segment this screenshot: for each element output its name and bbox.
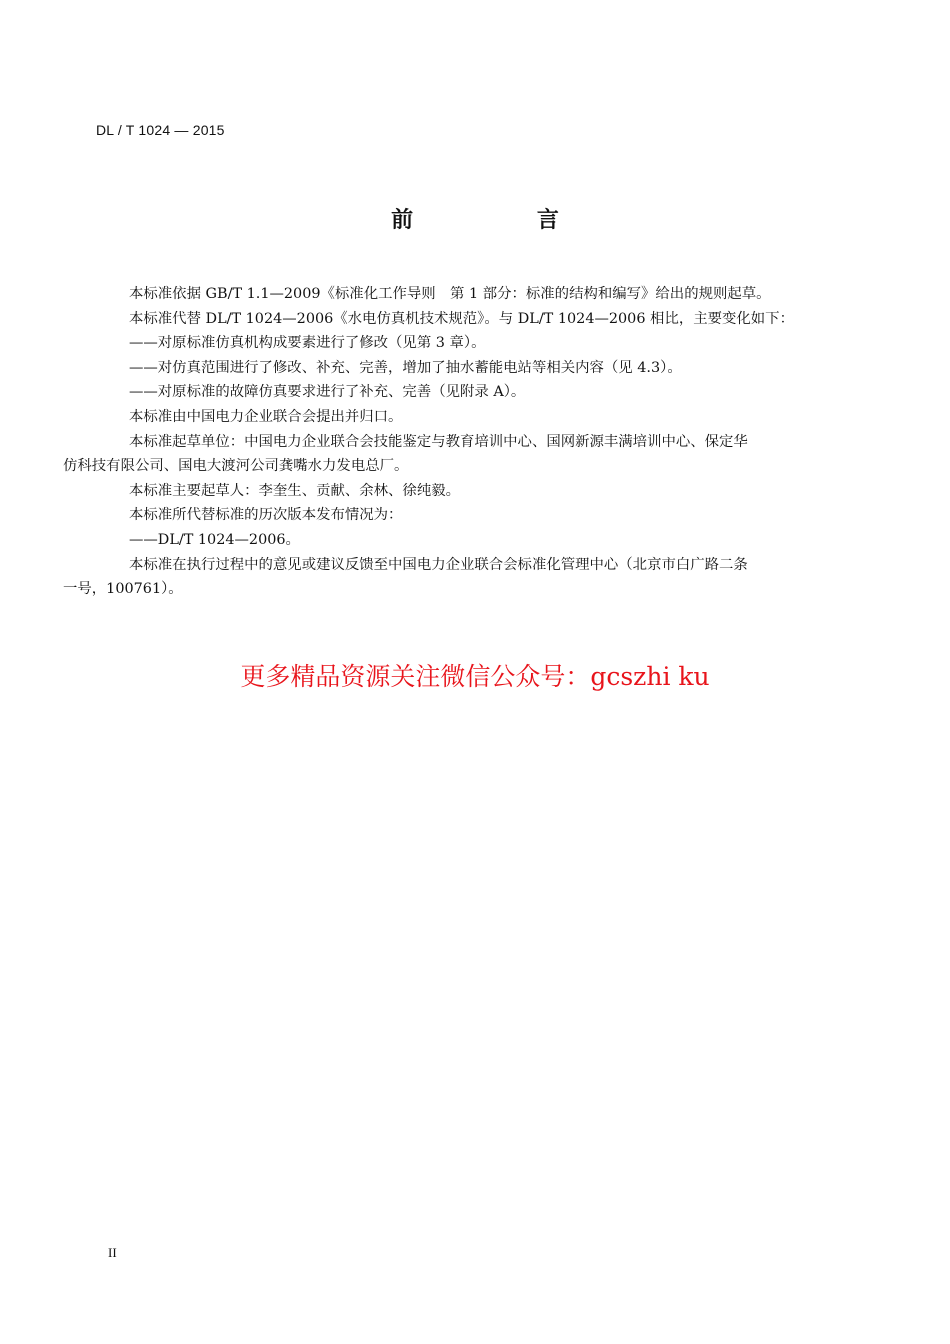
page-title: 前 言 (391, 208, 617, 233)
foreword-body (63, 282, 852, 602)
paragraph-proposed-by: 本标准由中国电力企业联合会提出并归口。 (129, 408, 403, 425)
change-item-3: ——对原标准的故障仿真要求进行了补充、完善（见附录 A）。 (129, 384, 526, 401)
change-item-2: ——对仿真范围进行了修改、补充、完善，增加了抽水蓄能电站等相关内容（见 4.3）。 (129, 359, 682, 376)
drafting-units-line-1: 本标准起草单位：中国电力企业联合会技能鉴定与教育培训中心、国网新源丰满培训中心、保定华 (129, 433, 748, 450)
paragraph-drafters: 本标准主要起草人：李奎生、贡献、余林、徐纯毅。 (129, 482, 460, 499)
page-number: II (108, 1245, 117, 1260)
promo-banner: 更多精品资源关注微信公众号：gcszhi ku (240, 662, 710, 691)
paragraph-replaces: 本标准代替 DL/T 1024—2006《水电仿真机技术规范》。与 DL/T 1024—2006 相比，主要变化如下： (129, 310, 794, 327)
feedback-line-2: 一号，100761）。 (63, 581, 183, 598)
paragraph-drafting-units (63, 430, 852, 479)
drafting-units-line-2: 仿科技有限公司、国电大渡河公司龚嘴水力发电总厂。 (63, 458, 409, 475)
history-item: ——DL/T 1024—2006。 (129, 531, 300, 548)
paragraph-history-intro: 本标准所代替标准的历次版本发布情况为： (129, 507, 403, 524)
standard-code: DL / T 1024 — 2015 (96, 122, 225, 138)
paragraph-basis: 本标准依据 GB/T 1.1—2009《标准化工作导则 第 1 部分：标准的结构和编写》给出的规则起草。 (129, 286, 771, 302)
paragraph-feedback (63, 553, 852, 602)
change-item-1: ——对原标准仿真机构成要素进行了修改（见第 3 章）。 (129, 335, 486, 352)
feedback-line-1: 本标准在执行过程中的意见或建议反馈至中国电力企业联合会标准化管理中心（北京市白广路二条 (129, 556, 748, 573)
